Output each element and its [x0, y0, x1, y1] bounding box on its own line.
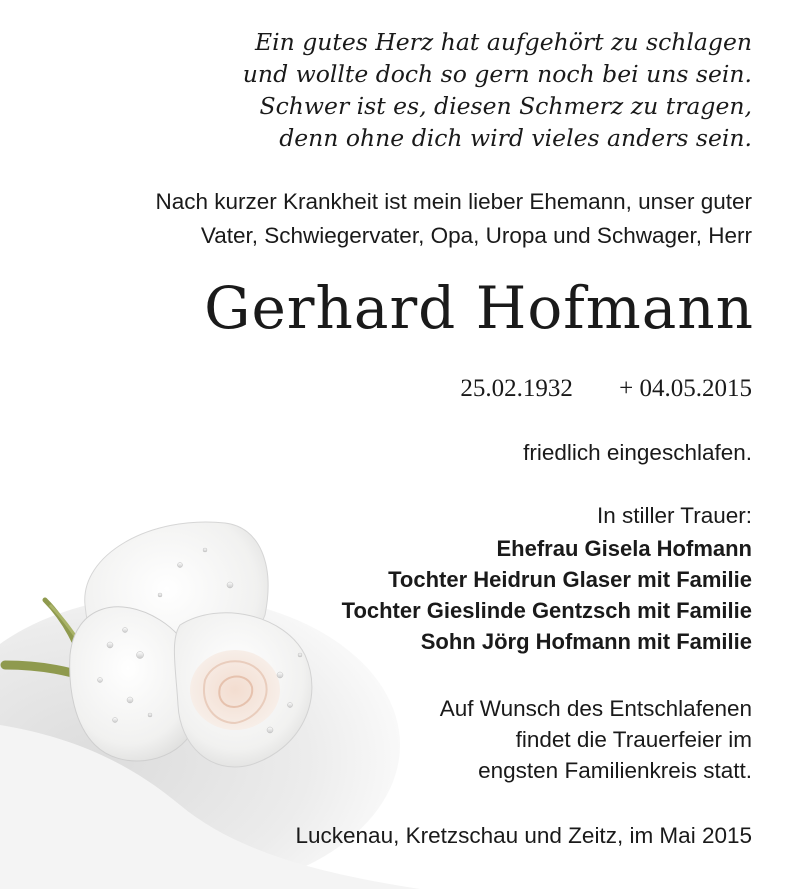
- announcement-intro: [155, 185, 752, 253]
- poem-line: Schwer ist es, diesen Schmerz zu tragen,: [259, 92, 752, 120]
- mourner: Ehefrau Gisela Hofmann: [496, 536, 752, 561]
- poem-line: Ein gutes Herz hat aufgehört zu schlagen: [254, 28, 752, 56]
- notice-line: Auf Wunsch des Entschlafenen: [439, 696, 752, 721]
- mourners-list: [342, 533, 752, 657]
- deceased-name: Gerhard Hofmann: [204, 274, 754, 342]
- mourner: Tochter Heidrun Glaser mit Familie: [388, 567, 752, 592]
- notice-line: findet die Trauerfeier im: [515, 727, 752, 752]
- mourner: Tochter Gieslinde Gentzsch mit Familie: [341, 598, 752, 623]
- place-and-date: Luckenau, Kretzschau und Zeitz, im Mai 2015: [295, 823, 752, 848]
- poem-line: denn ohne dich wird vieles anders sein.: [279, 124, 752, 152]
- death-date: + 04.05.2015: [619, 375, 752, 402]
- life-dates: [460, 372, 752, 406]
- notice-line: engsten Familienkreis statt.: [478, 758, 752, 783]
- intro-line: Nach kurzer Krankheit ist mein lieber Ehemann, unser guter: [155, 189, 752, 214]
- funeral-notice: [440, 693, 752, 786]
- mourning-label: In stiller Trauer:: [596, 503, 752, 528]
- poem-line: und wollte doch so gern noch bei uns sein.: [242, 60, 752, 88]
- poem: [243, 26, 752, 154]
- birth-date: 25.02.1932: [460, 375, 573, 402]
- passed-text: friedlich eingeschlafen.: [523, 440, 752, 465]
- mourner: Sohn Jörg Hofmann mit Familie: [420, 629, 752, 654]
- intro-line: Vater, Schwiegervater, Opa, Uropa und Schwager, Herr: [200, 223, 752, 248]
